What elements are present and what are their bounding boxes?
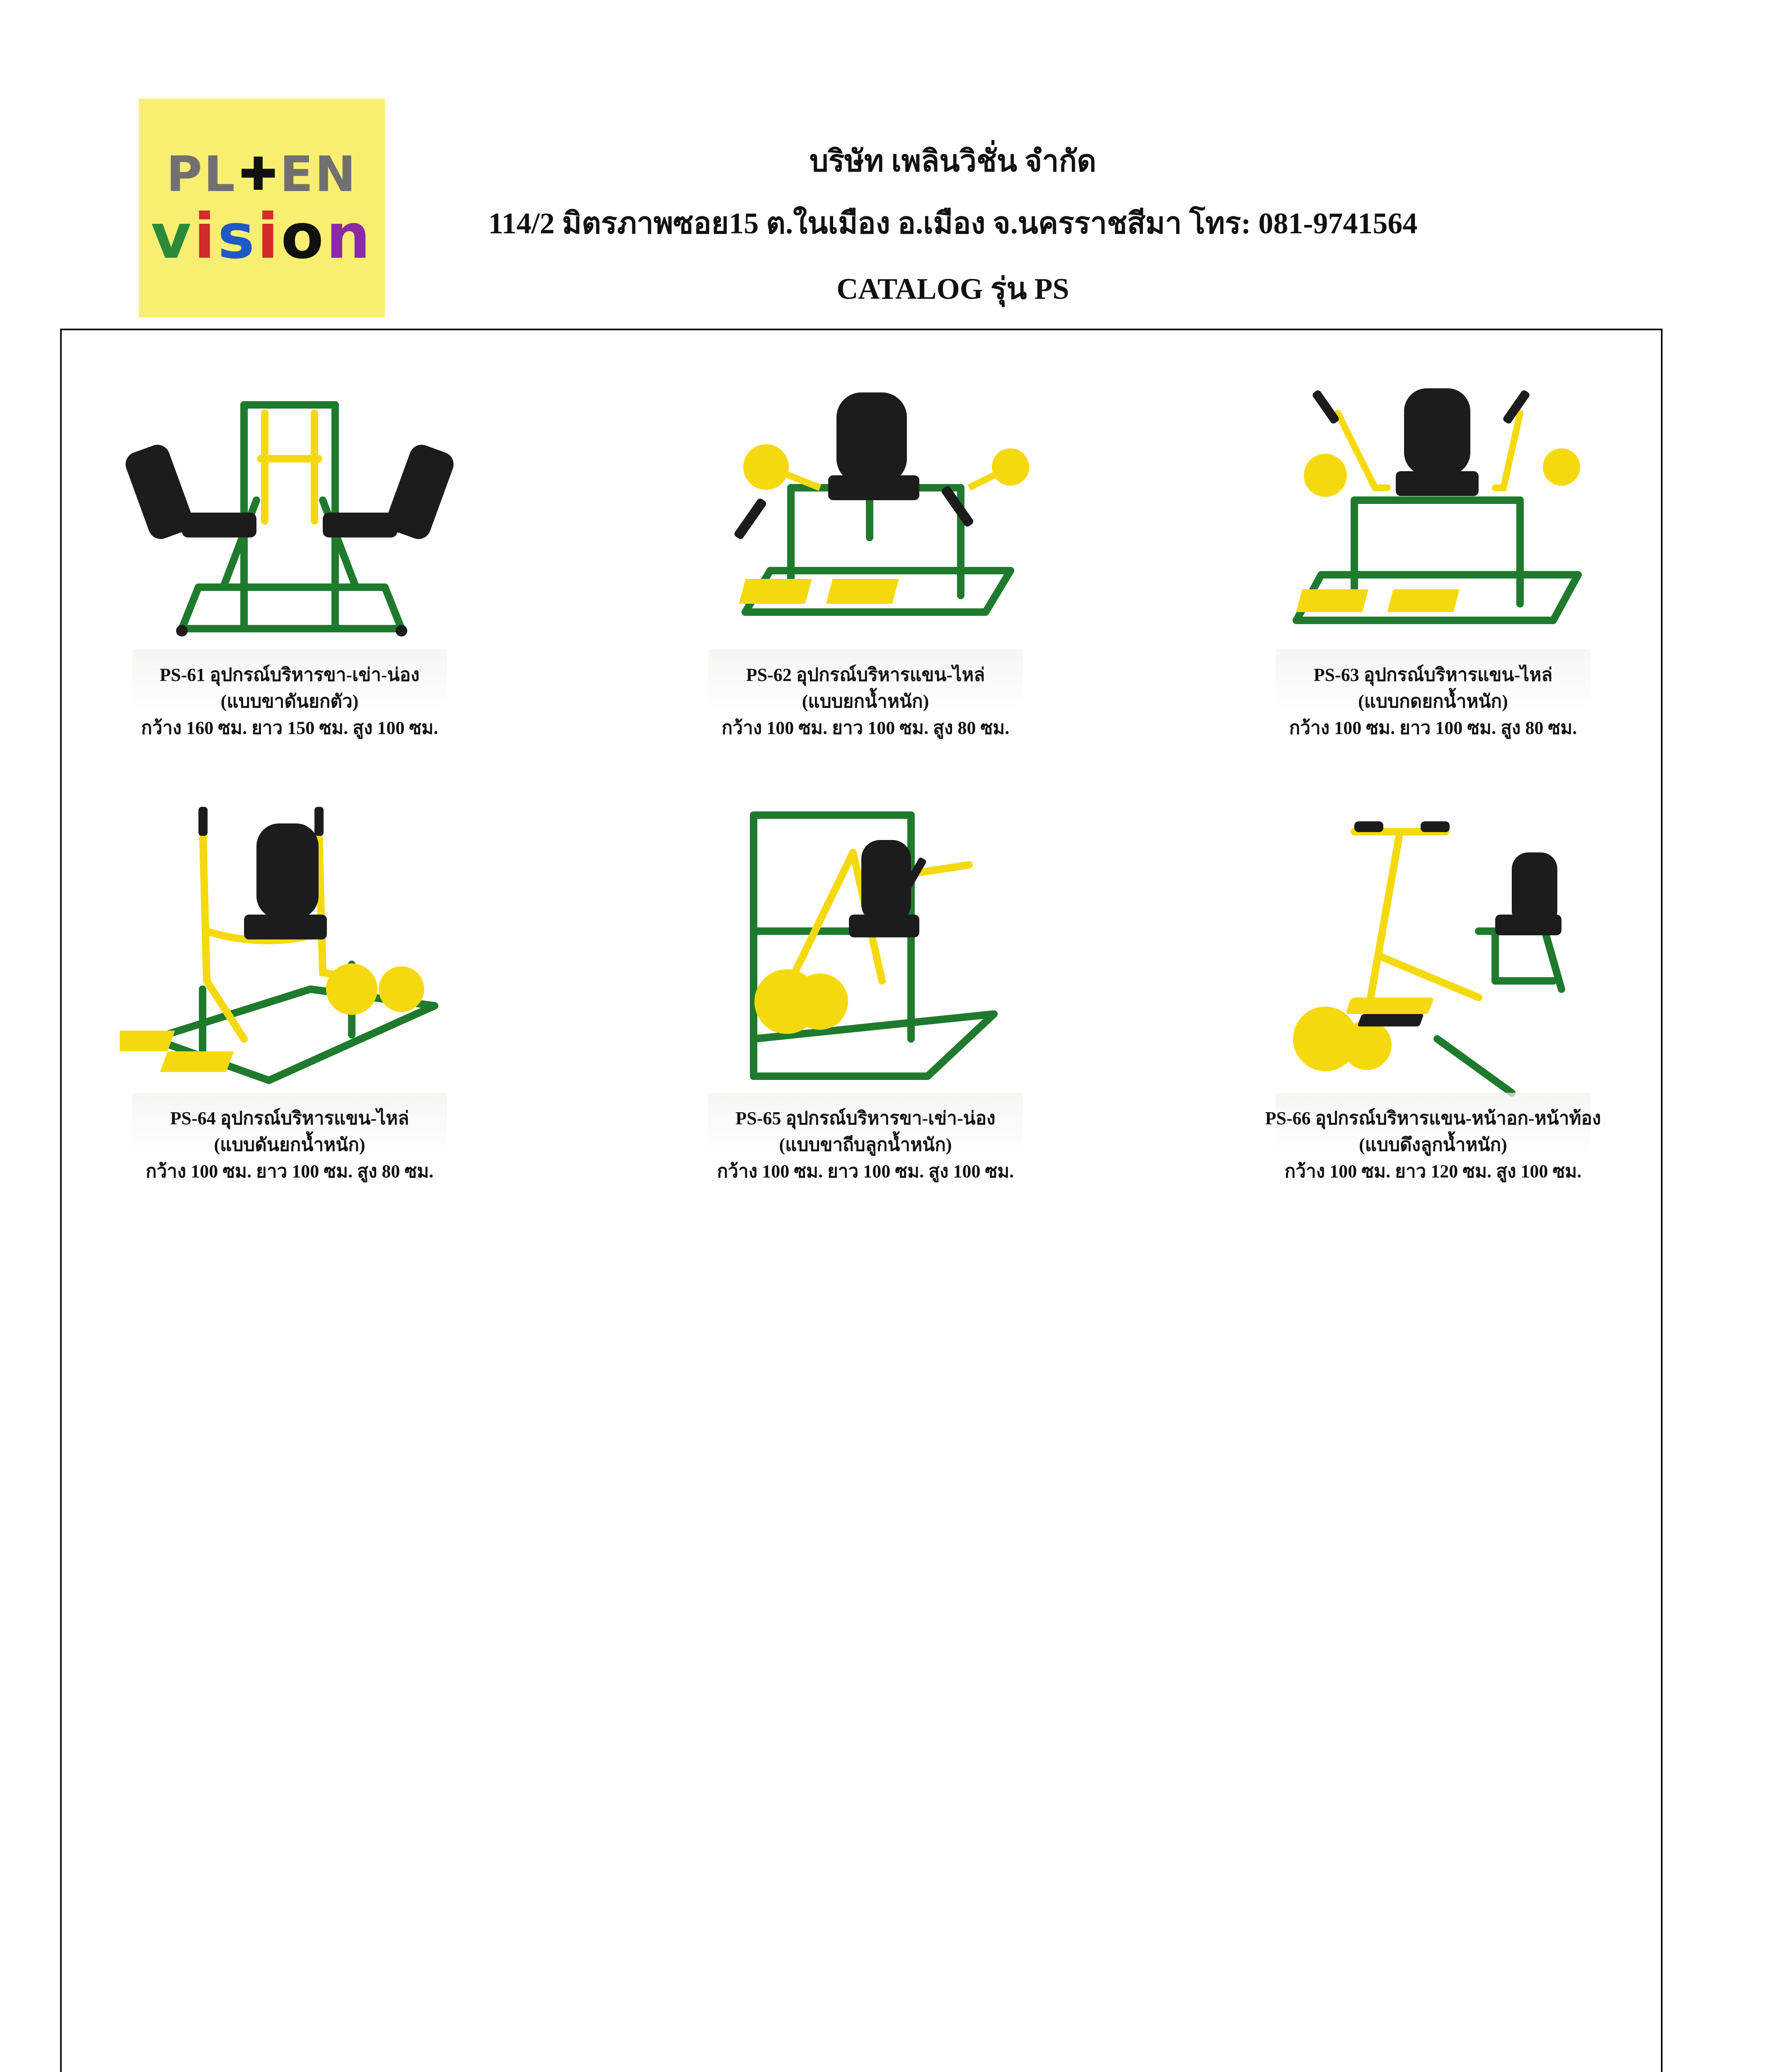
product-photo-ps61 [120,363,459,662]
push-press-machine-illustration [120,807,459,1105]
leg-press-machine-illustration [120,363,459,662]
product-photo-ps64 [120,807,459,1105]
product-type: (แบบดึงลูกน้ำหนัก) [1359,1134,1507,1155]
product-card [1205,807,1661,1184]
rowing-machine-illustration [1263,807,1603,1105]
product-title: PS-65 อุปกรณ์บริหารขา-เข่า-น่อง [735,1108,996,1128]
product-caption [62,1105,517,1184]
product-size: กว้าง 100 ซม. ยาว 100 ซม. สูง 100 ซม. [717,1161,1014,1181]
logo-wordmark-top [166,145,357,203]
product-type: (แบบกดยกน้ำหนัก) [1358,691,1508,712]
product-card [638,363,1093,741]
logo-wordmark-vision: vision [151,200,373,273]
product-caption [638,1105,1093,1184]
product-title: PS-64 อุปกรณ์บริหารแขน-ไหล่ [170,1108,409,1128]
chest-press-machine-illustration [1263,363,1603,662]
company-name: บริษัท เพลินวิชั่น จำกัด [809,145,1097,178]
product-caption [1205,662,1661,741]
product-size: กว้าง 100 ซม. ยาว 100 ซม. สูง 80 ซม. [721,717,1010,738]
product-photo-ps63 [1263,363,1603,662]
product-title: PS-66 อุปกรณ์บริหารแขน-หน้าอก-หน้าท้อง [1265,1108,1601,1128]
product-card [1205,363,1661,741]
product-photo-ps66 [1263,807,1603,1105]
product-size: กว้าง 100 ซม. ยาว 100 ซม. สูง 80 ซม. [1289,717,1577,738]
product-photo-ps62 [696,363,1035,662]
leg-kick-machine-illustration [696,807,1035,1105]
product-title: PS-61 อุปกรณ์บริหารขา-เข่า-น่อง [160,665,420,685]
product-type: (แบบยกน้ำหนัก) [802,691,929,712]
product-photo-ps65 [696,807,1035,1105]
puzzle-piece-icon: ✚ [239,147,278,201]
product-card [62,363,517,741]
product-title: PS-62 อุปกรณ์บริหารแขน-ไหล่ [746,665,985,685]
product-caption [1205,1105,1661,1184]
catalog-title: CATALOG รุ่น PS [836,272,1069,305]
product-card [62,807,517,1184]
product-type: (แบบขาถีบลูกน้ำหนัก) [779,1134,952,1155]
product-type: (แบบขาดันยกตัว) [220,691,359,712]
product-title: PS-63 อุปกรณ์บริหารแขน-ไหล่ [1313,665,1553,685]
product-size: กว้าง 100 ซม. ยาว 120 ซม. สูง 100 ซม. [1284,1161,1582,1181]
product-type: (แบบดันยกน้ำหนัก) [214,1134,365,1155]
shoulder-press-machine-illustration [696,363,1035,662]
product-caption [638,662,1093,741]
company-logo [139,99,385,317]
company-address: 114/2 มิตรภาพซอย15 ต.ในเมือง อ.เมือง จ.นครราชสีมา โทร: 081-9741564 [488,207,1418,240]
logo-text-en: EN [280,145,358,203]
product-card [638,807,1093,1184]
product-size: กว้าง 160 ซม. ยาว 150 ซม. สูง 100 ซม. [141,717,438,738]
product-caption [62,662,517,741]
catalog-frame [60,329,1663,2072]
product-size: กว้าง 100 ซม. ยาว 100 ซม. สูง 80 ซม. [145,1161,434,1181]
logo-text-pl: PL [166,145,237,203]
